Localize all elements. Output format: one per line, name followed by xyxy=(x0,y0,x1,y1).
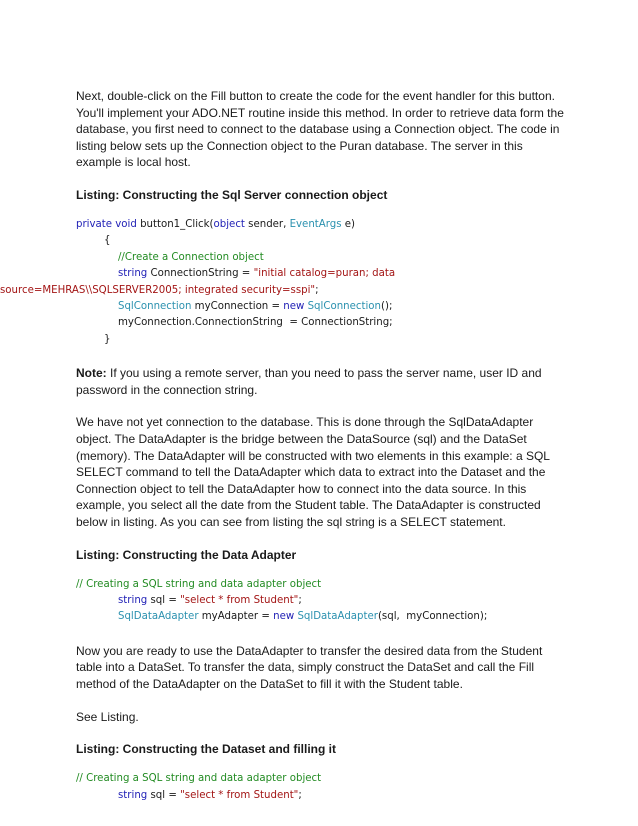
data-adapter-paragraph: We have not yet connection to the database. This is done through the SqlDataAdapter object. The DataAdapter is the bridge between the DataSource (sql) and the DataSet (memory). The DataAdapter will be constructed with two elements in this example: a SQL SELECT command to tell the DataAdapter which data to extract into the Dataset and the Connection object to tell the DataAdapter how to connect into the data source. In this example, you select all the date from the Student table. The DataAdapter is constructed below in listing. As you can see from listing the sql string is a SELECT statement. xyxy=(76,415,550,529)
code-line: SqlDataAdapter myAdapter = new SqlDataAdapter(sql, myConnection); xyxy=(118,611,488,623)
listing-heading-data-adapter: Listing: Constructing the Data Adapter xyxy=(76,547,297,562)
code-line: string ConnectionString = "initial catalog=puran; data xyxy=(118,268,396,280)
code-comment: //Create a Connection object xyxy=(118,251,264,263)
listing-heading-connection: Listing: Constructing the Sql Server connection object xyxy=(76,187,388,202)
see-listing-paragraph: See Listing. xyxy=(76,709,139,724)
code-line: source=MEHRAS\\SQLSERVER2005; integrated security=sspi"; xyxy=(0,284,319,296)
intro-paragraph: Next, double-click on the Fill button to create the code for the event handler for this button. You'll implement your ADO.NET routine inside this method. In order to retrieve data form the database, you first need to connect to the database using a Connection object. The code in listing below sets up the Connection object to the Puran database. The server in this example is local host. xyxy=(76,89,564,170)
code-line: string sql = "select * from Student"; xyxy=(118,594,302,606)
code-line: } xyxy=(104,333,111,345)
code-block-data-adapter xyxy=(76,577,566,626)
dataset-paragraph: Now you are ready to use the DataAdapter to transfer the desired data from the Student table into a DataSet. To transfer the data, simply construct the DataSet and call the Fill method of the DataAdapter on the DataSet to fill it with the Student table. xyxy=(76,643,543,691)
note-paragraph: Note: If you using a remote server, than you need to pass the server name, user ID and password in the connection string. xyxy=(76,366,542,397)
note-label: Note: xyxy=(76,366,107,381)
code-comment: // Creating a SQL string and data adapter object xyxy=(76,578,322,590)
code-line: private void button1_Click(object sender, EventArgs e) xyxy=(76,218,356,230)
code-block-connection xyxy=(0,217,566,348)
code-line: { xyxy=(104,235,111,247)
code-block-dataset xyxy=(76,771,566,804)
document-page xyxy=(0,88,566,821)
code-comment: // Creating a SQL string and data adapter object xyxy=(76,773,322,785)
code-line: string sql = "select * from Student"; xyxy=(118,789,302,801)
code-line: myConnection.ConnectionString = ConnectionString; xyxy=(118,317,393,329)
listing-heading-dataset: Listing: Constructing the Dataset and filling it xyxy=(76,742,336,757)
code-line: SqlConnection myConnection = new SqlConnection(); xyxy=(118,301,393,312)
